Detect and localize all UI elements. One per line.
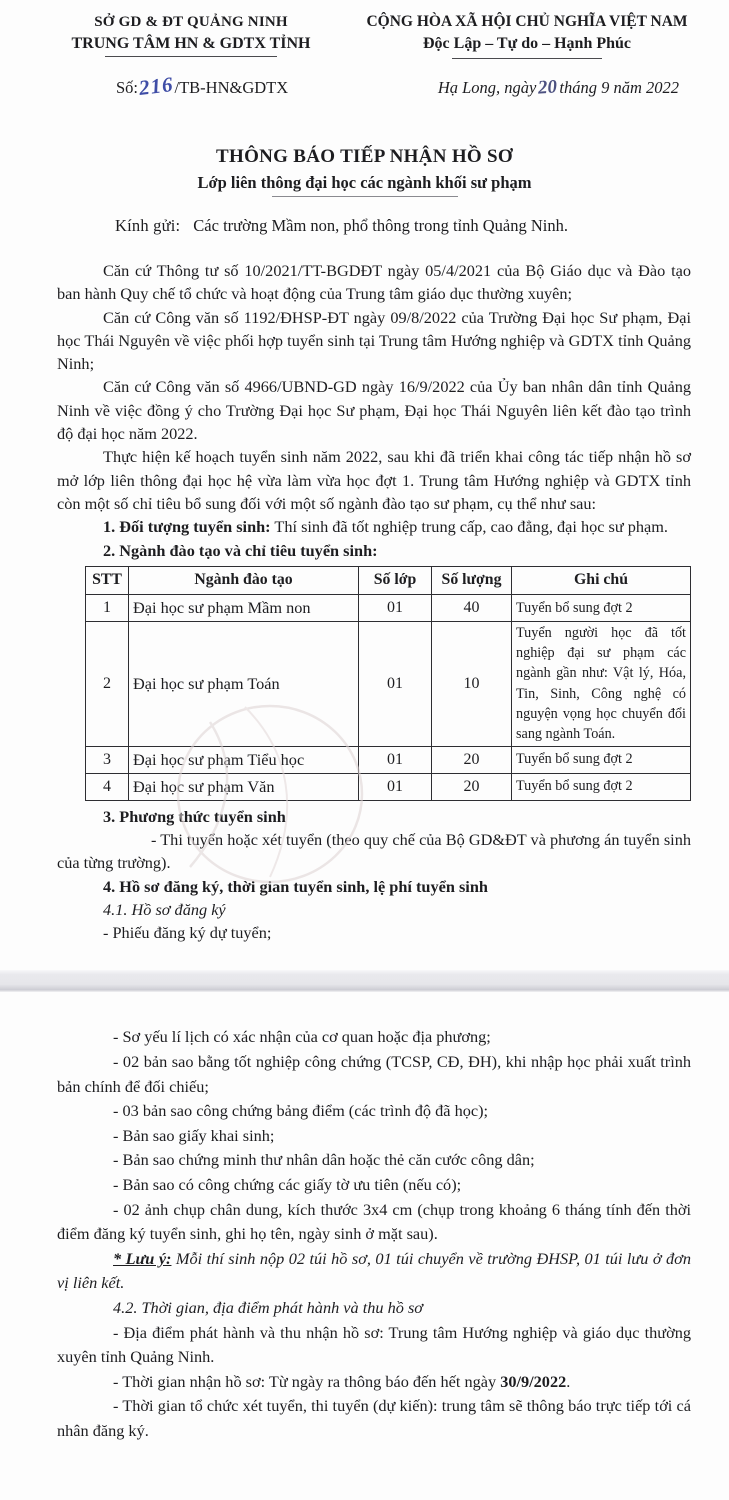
cell-so-luong: 20 bbox=[432, 773, 512, 800]
cell-stt: 3 bbox=[86, 746, 129, 773]
place-date-post: tháng 9 năm 2022 bbox=[559, 78, 679, 97]
motto-line: Độc Lập – Tự do – Hạnh Phúc bbox=[422, 35, 632, 52]
page-break-divider bbox=[0, 970, 729, 992]
col-header-so-luong: Số lượng bbox=[432, 566, 512, 594]
cell-so-lop: 01 bbox=[359, 621, 432, 746]
salutation-text: Các trường Mầm non, phổ thông trong tỉnh Quảng Ninh. bbox=[193, 216, 568, 235]
cell-ghi-chu: Tuyển người học đã tốt nghiệp đại sư phạm các ngành gần như: Vật lý, Hóa, Tin, Sinh, Công nghệ có nguyện vọng học chuyển đổi sang ngành Toán. bbox=[512, 621, 691, 746]
cell-nganh: Đại học sư phạm Mầm non bbox=[129, 594, 359, 621]
bullet-dia-diem: - Địa điểm phát hành và thu nhận hồ sơ: Trung tâm Hướng nghiệp và giáo dục thường xuyên tỉnh Quảng Ninh. bbox=[57, 1322, 691, 1367]
section-4-heading: 4. Hồ sơ đăng ký, thời gian tuyển sinh, lệ phí tuyển sinh bbox=[103, 876, 488, 896]
cell-so-luong: 10 bbox=[432, 621, 512, 746]
section-1-label: 1. Đối tượng tuyển sinh: bbox=[103, 517, 271, 537]
bullet-phieu-dang-ky: - Phiếu đăng ký dự tuyển; bbox=[103, 923, 272, 943]
section-3-heading: 3. Phương thức tuyển sinh bbox=[103, 806, 286, 826]
cell-so-lop: 01 bbox=[359, 746, 432, 773]
national-motto bbox=[361, 11, 693, 59]
col-header-nganh: Ngành đào tạo bbox=[129, 566, 359, 594]
bullet-giay-khai-sinh: - Bản sao giấy khai sinh; bbox=[113, 1125, 275, 1145]
bullet-cmnd: - Bản sao chứng minh thư nhân dân hoặc thẻ căn cước công dân; bbox=[113, 1150, 535, 1170]
table-header-row bbox=[86, 566, 691, 594]
section-1-text: Thí sinh đã tốt nghiệp trung cấp, cao đẳng, đại học sư phạm. bbox=[270, 517, 668, 537]
agency-parent: SỞ GD & ĐT QUẢNG NINH bbox=[94, 14, 288, 30]
motto-underline bbox=[452, 58, 602, 59]
cell-so-luong: 40 bbox=[432, 594, 512, 621]
cell-stt: 1 bbox=[86, 594, 129, 621]
cell-nganh: Đại học sư phạm Văn bbox=[129, 773, 359, 800]
note-text: Mỗi thí sinh nộp 02 túi hồ sơ, 01 túi chuyển về trường ĐHSP, 01 túi lưu ở đơn vị liên kết. bbox=[57, 1248, 691, 1293]
deadline-date: 30/9/2022 bbox=[500, 1371, 567, 1391]
deadline-pre: - Thời gian nhận hồ sơ: Từ ngày ra thông báo đến hết ngày bbox=[113, 1371, 501, 1391]
cell-so-luong: 20 bbox=[432, 746, 512, 773]
cell-so-lop: 01 bbox=[359, 773, 432, 800]
national-title: CỘNG HÒA XÃ HỘI CHỦ NGHĨA VIỆT NAM bbox=[366, 13, 688, 30]
bullet-bang-diem: - 03 bản sao công chứng bảng điểm (các trình độ đã học); bbox=[113, 1101, 489, 1121]
admissions-table bbox=[85, 566, 691, 801]
col-header-ghi-chu: Ghi chú bbox=[512, 566, 691, 594]
cell-nganh: Đại học sư phạm Tiểu học bbox=[129, 746, 359, 773]
table-row bbox=[86, 773, 691, 800]
cell-ghi-chu: Tuyển bổ sung đợt 2 bbox=[512, 746, 691, 773]
section-2-label: 2. Ngành đào tạo và chỉ tiêu tuyển sinh: bbox=[103, 540, 378, 560]
salutation-label: Kính gửi: bbox=[115, 216, 181, 235]
bullet-giay-to-uu-tien: - Bản sao có công chứng các giấy tờ ưu tiên (nếu có); bbox=[113, 1174, 462, 1194]
doc-number-suffix: /TB-HN&GDTX bbox=[174, 78, 289, 97]
table-row bbox=[86, 621, 691, 746]
cell-stt: 4 bbox=[86, 773, 129, 800]
body-page-1 bbox=[0, 259, 729, 944]
section-4-2-heading: 4.2. Thời gian, địa điểm phát hành và thu hồ sơ bbox=[113, 1297, 423, 1317]
salutation bbox=[0, 216, 729, 236]
section-4-1-heading: 4.1. Hồ sơ đăng ký bbox=[103, 899, 226, 919]
note-label: * Lưu ý: bbox=[113, 1248, 172, 1268]
agency-name: TRUNG TÂM HN & GDTX TỈNH bbox=[71, 35, 311, 52]
bullet-thoi-gian-nhan bbox=[57, 1370, 691, 1395]
col-header-stt: STT bbox=[86, 566, 129, 594]
page-title: THÔNG BÁO TIẾP NHẬN HỒ SƠ bbox=[216, 146, 513, 167]
date-handwritten-day: 20 bbox=[537, 76, 559, 99]
bullet-bang-tot-nghiep: - 02 bản sao bằng tốt nghiệp công chứng (TCSP, CĐ, ĐH), khi nhập học phải xuất trình bản chính để đối chiếu; bbox=[57, 1052, 691, 1096]
paragraph-legal-basis-3: Căn cứ Công văn số 4966/UBND-GD ngày 16/9/2022 của Ủy ban nhân dân tỉnh Quảng Ninh về việc đồng ý cho Trường Đại học Sư phạm, Đại học Thái Nguyên liên kết đào tạo trình độ đại học năm 2022. bbox=[57, 377, 691, 444]
doc-number-prefix: Số: bbox=[116, 78, 139, 97]
note-luu-y bbox=[57, 1247, 691, 1296]
subtitle-underline bbox=[272, 196, 458, 197]
paragraph-plan: Thực hiện kế hoạch tuyển sinh năm 2022, sau khi đã triển khai công tác tiếp nhận hồ sơ mở lớp liên thông đại học hệ vừa làm vừa học đợt 1. Trung tâm Hướng nghiệp và GDTX tỉnh còn một số chỉ tiêu bổ sung đối với một số ngành đào tạo sư phạm, cụ thể như sau: bbox=[57, 447, 691, 513]
cell-so-lop: 01 bbox=[359, 594, 432, 621]
number-date-row bbox=[0, 71, 729, 101]
doc-number bbox=[116, 71, 289, 101]
col-header-so-lop: Số lớp bbox=[359, 566, 432, 594]
issuing-agency bbox=[45, 11, 337, 59]
place-date-pre: Hạ Long, ngày bbox=[437, 78, 537, 97]
letterhead bbox=[0, 0, 729, 59]
bullet-so-yeu-li-lich: - Sơ yếu lí lịch có xác nhận của cơ quan hoặc địa phương; bbox=[113, 1027, 491, 1047]
cell-ghi-chu: Tuyển bổ sung đợt 2 bbox=[512, 594, 691, 621]
deadline-post: . bbox=[566, 1371, 571, 1391]
cell-stt: 2 bbox=[86, 621, 129, 746]
table-row bbox=[86, 746, 691, 773]
agency-underline bbox=[105, 56, 277, 57]
paragraph-legal-basis-2: Căn cứ Công văn số 1192/ĐHSP-ĐT ngày 09/8/2022 của Trường Đại học Sư phạm, Đại học Thái Nguyên về việc phối hợp tuyển sinh tại Trung tâm Hướng nghiệp và GDTX tỉnh Quảng Ninh; bbox=[57, 307, 691, 374]
cell-nganh: Đại học sư phạm Toán bbox=[129, 621, 359, 746]
table-row bbox=[86, 594, 691, 621]
place-date bbox=[438, 77, 679, 99]
cell-ghi-chu: Tuyển bổ sung đợt 2 bbox=[512, 773, 691, 800]
page-subtitle: Lớp liên thông đại học các ngành khối sư phạm bbox=[197, 173, 532, 192]
section-3-bullet: - Thi tuyển hoặc xét tuyển (theo quy chế của Bộ GD&ĐT và phương án tuyển sinh của từng trường). bbox=[57, 829, 691, 873]
section-1 bbox=[57, 515, 691, 538]
body-page-2 bbox=[0, 1025, 729, 1443]
doc-number-handwritten: 216 bbox=[137, 71, 175, 101]
paragraph-legal-basis-1: Căn cứ Thông tư số 10/2021/TT-BGDĐT ngày 05/4/2021 của Bộ Giáo dục và Đào tạo ban hành Quy chế tổ chức và hoạt động của Trung tâm giáo dục thường xuyên; bbox=[57, 261, 691, 304]
bullet-thoi-gian-xet-tuyen: - Thời gian tổ chức xét tuyển, thi tuyển (dự kiến): trung tâm sẽ thông báo trực tiếp tới cá nhân đăng ký. bbox=[57, 1396, 691, 1440]
bullet-anh-chan-dung: - 02 ảnh chụp chân dung, kích thước 3x4 cm (chụp trong khoảng 6 tháng tính đến thời điểm đăng ký tuyển sinh, ghi họ tên, ngày sinh ở mặt sau). bbox=[57, 1199, 691, 1244]
